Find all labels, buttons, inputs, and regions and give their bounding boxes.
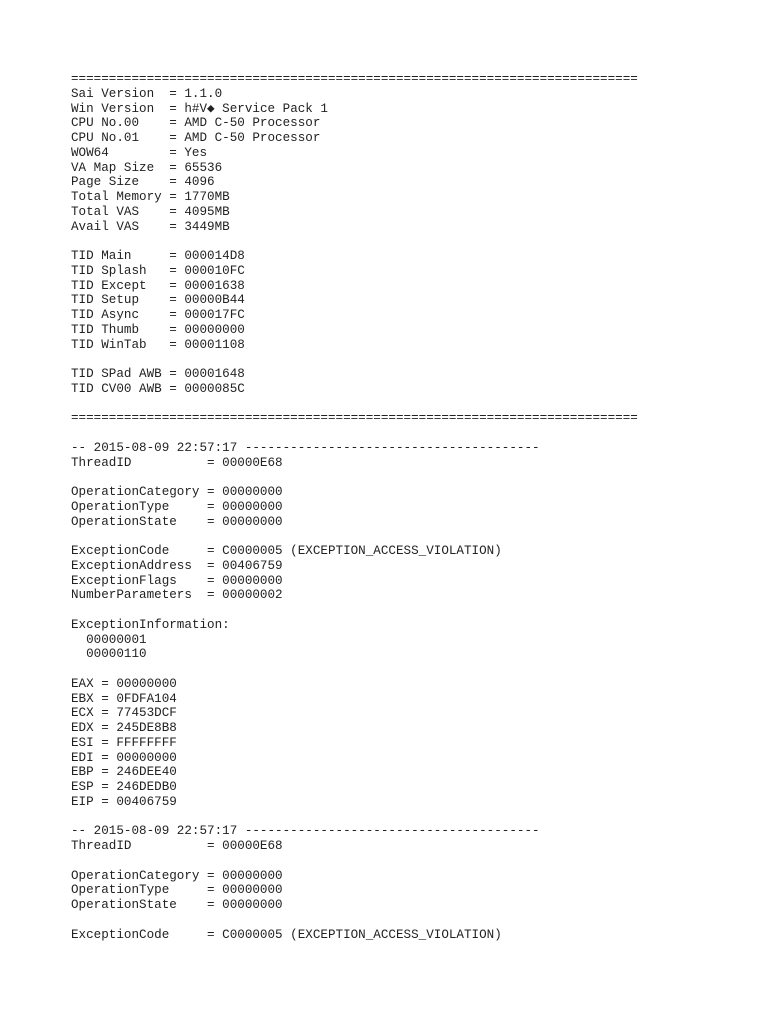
tid-main-line: TID Main = 000014D8 [71, 249, 245, 263]
exception-address-line: ExceptionAddress = 00406759 [71, 558, 283, 573]
entry-timestamp-line: -- 2015-08-09 22:57:17 --------------------------------------- [71, 440, 540, 455]
cpu-00-line: CPU No.00 = AMD C-50 Processor [71, 116, 321, 131]
tid-spad-awb-line: TID SPad AWB = 00001648 [71, 367, 245, 381]
tid-setup-line: TID Setup = 00000B44 [71, 293, 245, 308]
total-vas-line: Total VAS = 4095MB [71, 204, 230, 219]
blank-line [71, 397, 751, 412]
number-parameters-line: NumberParameters = 00000002 [71, 588, 283, 603]
exception-code-line: ExceptionCode = C0000005 (EXCEPTION_ACCESS_VIOLATION) [71, 927, 502, 942]
register-edx-line: EDX = 245DE8B8 [71, 721, 177, 735]
exception-information-value: 00000001 [71, 632, 147, 647]
register-ebp-line: EBP = 246DEE40 [71, 765, 177, 780]
blank-line [71, 529, 751, 544]
total-memory-line: Total Memory = 1770MB [71, 190, 230, 204]
blank-line [71, 426, 751, 441]
blank-line [71, 352, 751, 367]
blank-line [71, 234, 751, 249]
blank-line [71, 603, 751, 618]
thread-id-line: ThreadID = 00000E68 [71, 455, 283, 470]
va-map-size-line: VA Map Size = 65536 [71, 160, 223, 175]
operation-state-line: OperationState = 00000000 [71, 898, 283, 912]
tid-cv00-awb-line: TID CV00 AWB = 0000085C [71, 381, 245, 396]
operation-type-line: OperationType = 00000000 [71, 499, 283, 514]
thread-id-line: ThreadID = 00000E68 [71, 839, 283, 853]
tid-thumb-line: TID Thumb = 00000000 [71, 322, 245, 337]
entry-timestamp-line: -- 2015-08-09 22:57:17 --------------------------------------- [71, 824, 540, 839]
exception-information-heading: ExceptionInformation: [71, 617, 230, 632]
operation-category-line: OperationCategory = 00000000 [71, 868, 283, 883]
separator-line: =========================================================================== [71, 72, 638, 86]
tid-async-line: TID Async = 000017FC [71, 308, 245, 322]
sai-version-line: Sai Version = 1.1.0 [71, 86, 223, 101]
operation-type-line: OperationType = 00000000 [71, 883, 283, 898]
cpu-01-line: CPU No.01 = AMD C-50 Processor [71, 131, 321, 145]
separator-line: =========================================================================== [71, 411, 638, 426]
blank-line [71, 810, 751, 825]
register-ecx-line: ECX = 77453DCF [71, 706, 177, 721]
win-version-line: Win Version = h#V◆ Service Pack 1 [71, 101, 328, 116]
operation-category-line: OperationCategory = 00000000 [71, 485, 283, 499]
operation-state-line: OperationState = 00000000 [71, 514, 283, 529]
register-ebx-line: EBX = 0FDFA104 [71, 691, 177, 706]
register-eax-line: EAX = 00000000 [71, 676, 177, 691]
avail-vas-line: Avail VAS = 3449MB [71, 219, 230, 234]
register-esp-line: ESP = 246DEDB0 [71, 780, 177, 794]
blank-line [71, 854, 751, 869]
page-size-line: Page Size = 4096 [71, 175, 215, 190]
exception-code-line: ExceptionCode = C0000005 (EXCEPTION_ACCESS_VIOLATION) [71, 544, 502, 558]
blank-line [71, 913, 751, 928]
register-esi-line: ESI = FFFFFFFF [71, 735, 177, 750]
tid-except-line: TID Except = 00001638 [71, 278, 245, 293]
exception-information-value: 00000110 [71, 647, 147, 662]
register-edi-line: EDI = 00000000 [71, 750, 177, 765]
blank-line [71, 470, 751, 485]
exception-flags-line: ExceptionFlags = 00000000 [71, 573, 283, 588]
wow64-line: WOW64 = Yes [71, 145, 208, 160]
blank-line [71, 662, 751, 677]
tid-wintab-line: TID WinTab = 00001108 [71, 337, 245, 352]
tid-splash-line: TID Splash = 000010FC [71, 263, 245, 278]
crash-log-document [71, 72, 751, 942]
register-eip-line: EIP = 00406759 [71, 794, 177, 809]
